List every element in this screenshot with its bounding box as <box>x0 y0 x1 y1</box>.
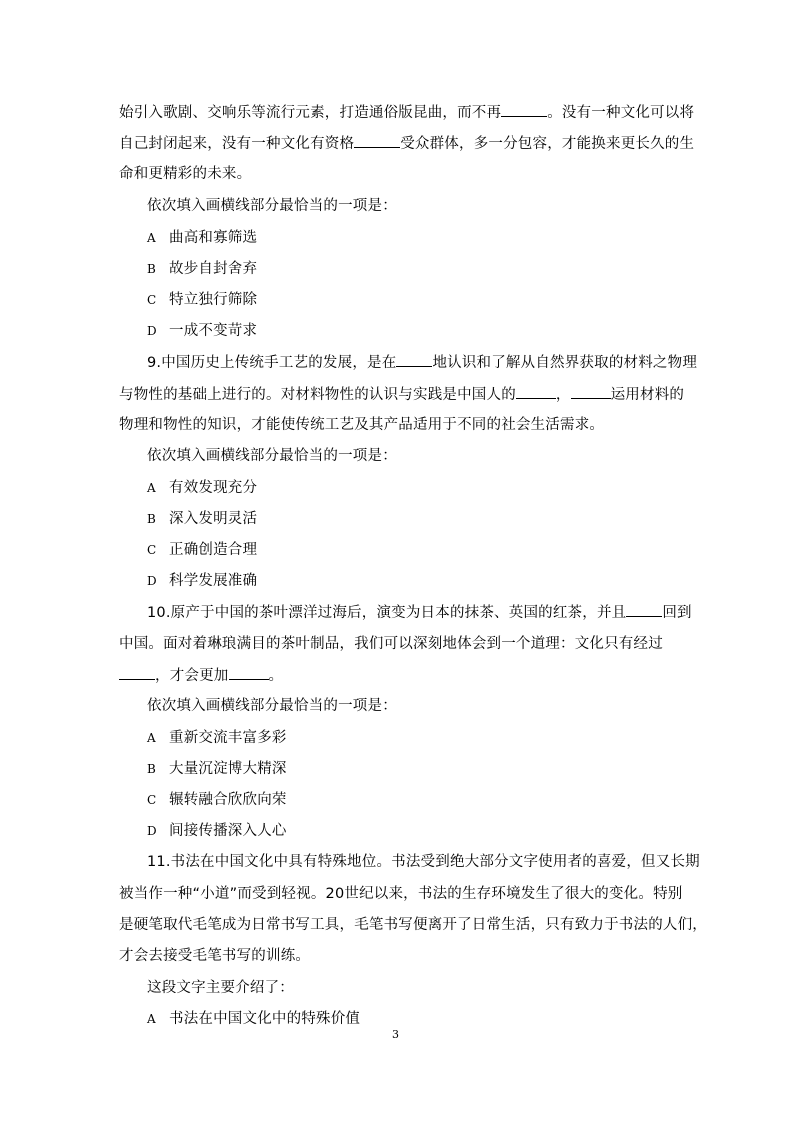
q9-option-d <box>147 571 257 591</box>
q8-line-1 <box>119 102 694 123</box>
option-letter: D <box>147 574 157 588</box>
q11-option-a <box>147 1009 360 1029</box>
fill-blank <box>354 133 400 148</box>
option-letter: D <box>147 824 157 838</box>
option-letter: B <box>147 762 157 776</box>
q9-option-b <box>147 509 257 529</box>
q9-text: ， <box>555 387 571 403</box>
option-letter: A <box>147 1012 156 1026</box>
option-letter: A <box>147 481 156 495</box>
option-text: 大量沉淀博大精深 <box>169 761 287 777</box>
q8-text: 受众群体，多一分包容，才能换来更长久的生 <box>400 136 695 152</box>
q9-text: 9.中国历史上传统手工艺的发展，是在 <box>147 355 397 371</box>
fill-blank <box>501 102 547 117</box>
q9-option-c <box>147 540 257 560</box>
q10-line-3 <box>119 665 283 686</box>
q11-prompt: 这段文字主要介绍了： <box>147 980 294 996</box>
q8-text: 自己封闭起来，没有一种文化有资格 <box>119 136 355 152</box>
fill-blank <box>229 665 269 680</box>
fill-blank <box>396 352 432 367</box>
q8-option-b <box>147 259 257 279</box>
option-text: 有效发现充分 <box>169 480 258 496</box>
q9-text: 与物性的基础上进行的。对材料物性的认识与实践是中国人的 <box>119 387 516 403</box>
q11-line-2: 被当作一种“小道”而受到轻视。20世纪以来，书法的生存环境发生了很大的变化。特别 <box>119 886 683 902</box>
option-text: 故步自封舍弃 <box>169 261 258 277</box>
q10-line-2: 中国。面对着琳琅满目的茶叶制品，我们可以深刻地体会到一个道理：文化只有经过 <box>119 636 663 652</box>
q8-line-3: 命和更精彩的未来。 <box>119 166 252 182</box>
q10-text: 回到 <box>662 605 692 621</box>
option-text: 科学发展准确 <box>169 573 258 589</box>
option-text: 深入发明灵活 <box>169 511 258 527</box>
option-text: 重新交流丰富多彩 <box>169 730 287 746</box>
option-letter: C <box>147 543 157 557</box>
q10-option-a <box>147 728 287 748</box>
fill-blank <box>516 384 556 399</box>
q8-line-2 <box>119 133 694 154</box>
fill-blank <box>571 384 611 399</box>
q10-text: ，才会更加 <box>155 668 229 684</box>
q11-line-4: 才会去接受毛笔书写的训练。 <box>119 948 311 964</box>
option-letter: C <box>147 793 157 807</box>
q10-option-d <box>147 821 287 841</box>
q9-text: 运用材料的 <box>610 387 685 403</box>
option-text: 辗转融合欣欣向荣 <box>169 792 287 808</box>
q10-option-c <box>147 790 287 810</box>
q9-option-a <box>147 478 257 498</box>
q10-text: 。 <box>268 668 284 684</box>
q9-text: 地认识和了解从自然界获取的材料之物理 <box>432 355 698 371</box>
q10-line-1 <box>147 602 692 623</box>
option-text: 正确创造合理 <box>169 542 258 558</box>
q11-line-3: 是硬笔取代毛笔成为日常书写工具，毛笔书写便离开了日常生活，只有致力于书法的人们， <box>119 917 707 933</box>
q8-text: 。没有一种文化可以将 <box>547 105 695 121</box>
q8-option-c <box>147 290 257 310</box>
q11-line-1: 11.书法在中国文化中具有特殊地位。书法受到绝大部分文字使用者的喜爱，但又长期 <box>147 854 700 870</box>
option-text: 书法在中国文化中的特殊价值 <box>169 1011 361 1027</box>
option-letter: D <box>147 324 157 338</box>
q10-prompt: 依次填入画横线部分最恰当的一项是： <box>147 698 397 714</box>
option-letter: A <box>147 731 156 745</box>
option-letter: A <box>147 231 156 245</box>
q9-line-1 <box>147 352 697 373</box>
q9-prompt: 依次填入画横线部分最恰当的一项是： <box>147 448 397 464</box>
q8-text: 始引入歌剧、交响乐等流行元素，打造通俗版昆曲，而不再 <box>119 105 502 121</box>
option-text: 间接传播深入人心 <box>169 823 287 839</box>
option-letter: B <box>147 512 157 526</box>
q9-line-3: 物理和物性的知识，才能使传统工艺及其产品适用于不同的社会生活需求。 <box>119 417 605 433</box>
option-letter: B <box>147 262 157 276</box>
option-text: 曲高和寡筛选 <box>169 230 258 246</box>
fill-blank <box>626 602 662 617</box>
q10-option-b <box>147 759 287 779</box>
q8-option-d <box>147 321 257 341</box>
q8-prompt: 依次填入画横线部分最恰当的一项是： <box>147 198 397 214</box>
q10-text: 10.原产于中国的茶叶漂洋过海后，演变为日本的抹茶、英国的红茶，并且 <box>147 605 627 621</box>
option-letter: C <box>147 293 157 307</box>
q9-line-2 <box>119 384 684 405</box>
q8-option-a <box>147 228 257 248</box>
fill-blank <box>119 665 155 680</box>
option-text: 一成不变苛求 <box>169 323 258 339</box>
page-number: 3 <box>392 1028 399 1041</box>
option-text: 特立独行筛除 <box>169 292 258 308</box>
